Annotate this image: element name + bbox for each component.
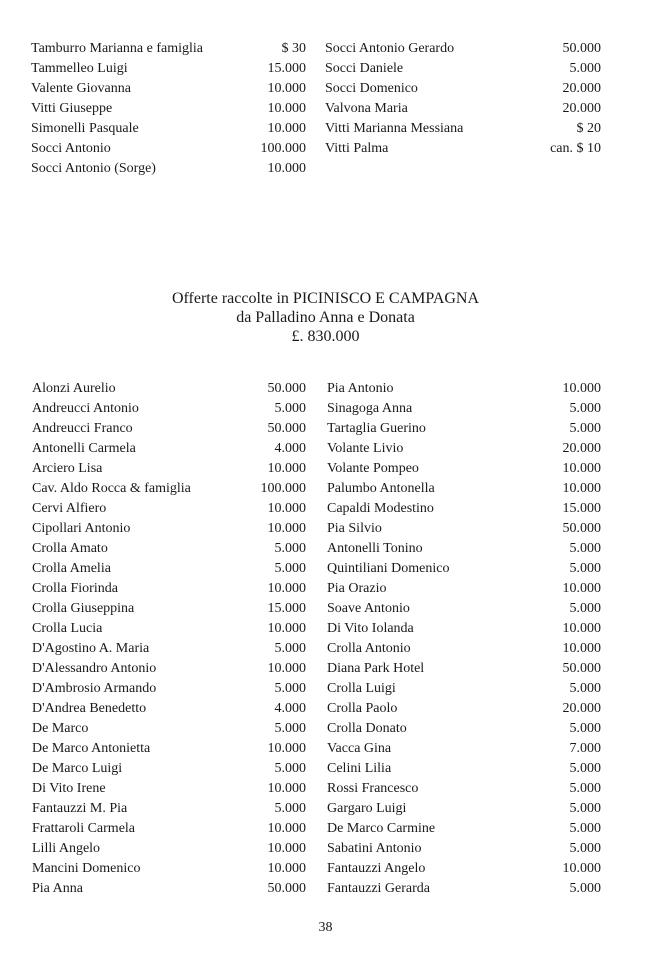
donation-amount: 5.000	[569, 541, 601, 556]
donor-row	[32, 819, 306, 839]
donation-amount: 5.000	[569, 841, 601, 856]
donor-row	[325, 119, 601, 139]
donor-name: Pia Silvio	[327, 521, 382, 536]
donation-amount: 5.000	[274, 801, 306, 816]
donor-name: Soave Antonio	[327, 601, 410, 616]
donation-amount: 50.000	[562, 661, 601, 676]
donor-row	[325, 139, 601, 159]
donor-row	[327, 699, 601, 719]
donor-name: Vitti Giuseppe	[31, 101, 113, 116]
donor-row	[327, 499, 601, 519]
donor-row	[327, 819, 601, 839]
donation-amount: 20.000	[562, 701, 601, 716]
donor-name: Crolla Antonio	[327, 641, 411, 656]
donation-amount: 50.000	[267, 381, 306, 396]
donor-name: Vitti Palma	[325, 141, 389, 156]
donor-name: Valente Giovanna	[31, 81, 131, 96]
donor-name: Tamburro Marianna e famiglia	[31, 41, 204, 56]
donation-amount: 5.000	[274, 541, 306, 556]
donor-row	[32, 439, 306, 459]
donor-name: Arciero Lisa	[32, 461, 103, 476]
donation-amount: 100.000	[260, 141, 306, 156]
donation-amount: 10.000	[267, 161, 306, 176]
donor-name: Antonelli Carmela	[32, 441, 136, 456]
donor-row	[325, 99, 601, 119]
donor-name: D'Agostino A. Maria	[32, 641, 150, 656]
donor-name: Cav. Aldo Rocca & famiglia	[32, 481, 191, 496]
donor-row	[327, 719, 601, 739]
donor-name: Tammelleo Luigi	[31, 61, 128, 76]
donation-amount: 10.000	[562, 621, 601, 636]
donation-amount: can. $ 10	[550, 141, 601, 156]
donation-amount: 10.000	[267, 741, 306, 756]
donor-row	[32, 879, 306, 899]
donor-row	[327, 399, 601, 419]
donor-row	[32, 619, 306, 639]
donation-amount: 15.000	[562, 501, 601, 516]
donation-amount: 10.000	[267, 581, 306, 596]
donor-name: Cervi Alfiero	[32, 501, 107, 516]
donor-row	[32, 759, 306, 779]
donor-name: Antonelli Tonino	[327, 541, 423, 556]
donor-row	[32, 799, 306, 819]
donation-amount: 5.000	[569, 801, 601, 816]
donor-name: Crolla Amelia	[32, 561, 111, 576]
donation-amount: 10.000	[267, 521, 306, 536]
donor-row	[32, 519, 306, 539]
heading-collectors: da Palladino Anna e Donata	[236, 309, 415, 326]
donor-row	[327, 879, 601, 899]
donor-name: Socci Domenico	[325, 81, 418, 96]
donation-amount: 10.000	[267, 861, 306, 876]
donor-row	[32, 859, 306, 879]
donation-amount: 50.000	[562, 521, 601, 536]
donation-amount: 7.000	[569, 741, 601, 756]
donor-row	[32, 699, 306, 719]
donation-amount: 50.000	[267, 421, 306, 436]
donor-row	[32, 839, 306, 859]
donor-row	[32, 659, 306, 679]
donor-row	[32, 599, 306, 619]
donor-name: Rossi Francesco	[327, 781, 419, 796]
donor-name: Socci Daniele	[325, 61, 404, 76]
donor-row	[327, 639, 601, 659]
donor-name: Socci Antonio	[31, 141, 111, 156]
donation-amount: 5.000	[569, 61, 601, 76]
donor-name: Crolla Amato	[32, 541, 108, 556]
donor-name: D'Alessandro Antonio	[32, 661, 157, 676]
donor-name: Socci Antonio Gerardo	[325, 41, 455, 56]
donor-row	[327, 659, 601, 679]
donor-name: Crolla Giuseppina	[32, 601, 135, 616]
donation-amount: 20.000	[562, 441, 601, 456]
donation-amount: 50.000	[267, 881, 306, 896]
donor-name: Crolla Lucia	[32, 621, 103, 636]
donation-amount: 10.000	[562, 641, 601, 656]
donor-list-left-column	[32, 379, 306, 899]
donor-name: Pia Anna	[32, 881, 83, 896]
donation-amount: 20.000	[562, 81, 601, 96]
donor-row	[32, 679, 306, 699]
donor-name: Fantauzzi Angelo	[327, 861, 426, 876]
donation-amount: 5.000	[274, 721, 306, 736]
donation-amount: 10.000	[267, 621, 306, 636]
heading-total: £. 830.000	[291, 328, 360, 345]
donor-name: Lilli Angelo	[32, 841, 101, 856]
donor-row	[32, 779, 306, 799]
donor-row	[327, 839, 601, 859]
donation-amount: 5.000	[274, 641, 306, 656]
donation-amount: 10.000	[267, 841, 306, 856]
donor-name: Andreucci Antonio	[32, 401, 139, 416]
donation-amount: 100.000	[260, 481, 306, 496]
donor-row	[327, 679, 601, 699]
donor-name: Volante Pompeo	[327, 461, 419, 476]
donation-amount: 5.000	[274, 561, 306, 576]
donor-row	[32, 399, 306, 419]
donor-row	[327, 739, 601, 759]
heading-title: Offerte raccolte in PICINISCO E CAMPAGNA	[171, 290, 480, 307]
top-list-left-column	[31, 39, 306, 179]
donor-name: Fantauzzi Gerarda	[327, 881, 430, 896]
donation-amount: 10.000	[267, 821, 306, 836]
donation-amount: 20.000	[562, 101, 601, 116]
donor-name: Fantauzzi M. Pia	[32, 801, 128, 816]
donor-row	[327, 419, 601, 439]
donor-name: De Marco Carmine	[327, 821, 436, 836]
donor-name: D'Andrea Benedetto	[32, 701, 147, 716]
donor-name: Valvona Maria	[325, 101, 408, 116]
donor-row	[32, 479, 306, 499]
donation-amount: 5.000	[274, 681, 306, 696]
donation-amount: 5.000	[569, 681, 601, 696]
donor-row	[32, 539, 306, 559]
donation-amount: 10.000	[562, 481, 601, 496]
donor-row	[327, 479, 601, 499]
donor-row	[327, 859, 601, 879]
donation-amount: 10.000	[562, 381, 601, 396]
donation-amount: 5.000	[569, 561, 601, 576]
donor-name: Tartaglia Guerino	[327, 421, 426, 436]
donor-row	[327, 619, 601, 639]
donation-amount: 5.000	[569, 881, 601, 896]
donor-name: Quintiliani Domenico	[327, 561, 450, 576]
donor-row	[31, 59, 306, 79]
donation-amount: 5.000	[569, 401, 601, 416]
donor-row	[325, 39, 601, 59]
donor-row	[327, 799, 601, 819]
donor-name: Crolla Luigi	[327, 681, 396, 696]
donation-amount: 10.000	[562, 461, 601, 476]
donor-row	[327, 459, 601, 479]
donor-row	[32, 499, 306, 519]
donation-amount: 10.000	[562, 581, 601, 596]
donor-name: Socci Antonio (Sorge)	[31, 161, 156, 176]
donor-name: Sabatini Antonio	[327, 841, 422, 856]
donor-row	[31, 139, 306, 159]
donation-amount: 5.000	[274, 761, 306, 776]
donation-amount: 10.000	[267, 101, 306, 116]
donor-row	[32, 559, 306, 579]
donor-name: De Marco Luigi	[32, 761, 123, 776]
donor-name: Frattaroli Carmela	[32, 821, 136, 836]
donor-name: Simonelli Pasquale	[31, 121, 139, 136]
donation-amount: 5.000	[569, 821, 601, 836]
donation-amount: 5.000	[569, 601, 601, 616]
donation-amount: 5.000	[569, 421, 601, 436]
donor-row	[32, 419, 306, 439]
donor-row	[32, 579, 306, 599]
donor-name: Alonzi Aurelio	[32, 381, 116, 396]
donor-row	[327, 759, 601, 779]
donor-list-right-column	[327, 379, 601, 899]
donor-name: Crolla Fiorinda	[32, 581, 118, 596]
donation-amount: 4.000	[274, 701, 306, 716]
donation-amount: 10.000	[562, 861, 601, 876]
donation-amount: 50.000	[562, 41, 601, 56]
donation-amount: $ 20	[576, 121, 601, 136]
donor-row	[32, 459, 306, 479]
donor-name: Andreucci Franco	[32, 421, 133, 436]
donor-name: Di Vito Iolanda	[327, 621, 414, 636]
donor-row	[327, 439, 601, 459]
donation-amount: $ 30	[281, 41, 306, 56]
donor-row	[31, 39, 306, 59]
donor-name: Capaldi Modestino	[327, 501, 434, 516]
donor-name: Gargaro Luigi	[327, 801, 407, 816]
donor-row	[32, 719, 306, 739]
section-heading	[0, 289, 651, 346]
donor-row	[31, 159, 306, 179]
donor-name: Pia Orazio	[327, 581, 387, 596]
donor-name: Sinagoga Anna	[327, 401, 413, 416]
donor-name: Cipollari Antonio	[32, 521, 131, 536]
donor-name: De Marco	[32, 721, 89, 736]
donor-name: Crolla Paolo	[327, 701, 398, 716]
donation-amount: 5.000	[569, 781, 601, 796]
donor-row	[327, 539, 601, 559]
donation-amount: 10.000	[267, 121, 306, 136]
donor-name: Di Vito Irene	[32, 781, 106, 796]
donor-row	[31, 99, 306, 119]
donation-amount: 15.000	[267, 61, 306, 76]
donation-amount: 5.000	[569, 761, 601, 776]
donor-row	[32, 379, 306, 399]
donor-row	[32, 639, 306, 659]
page-number: 38	[318, 920, 333, 935]
donor-name: Diana Park Hotel	[327, 661, 425, 676]
donor-name: Pia Antonio	[327, 381, 394, 396]
donor-name: D'Ambrosio Armando	[32, 681, 157, 696]
donor-name: Palumbo Antonella	[327, 481, 435, 496]
donation-amount: 4.000	[274, 441, 306, 456]
donor-name: Vitti Marianna Messiana	[325, 121, 464, 136]
donor-row	[32, 739, 306, 759]
donation-amount: 10.000	[267, 81, 306, 96]
donor-row	[327, 579, 601, 599]
donor-name: Mancini Domenico	[32, 861, 141, 876]
donor-name: Celini Lilia	[327, 761, 392, 776]
donor-name: Crolla Donato	[327, 721, 407, 736]
donation-amount: 10.000	[267, 461, 306, 476]
donor-name: Vacca Gina	[327, 741, 392, 756]
donor-row	[327, 379, 601, 399]
donor-row	[327, 779, 601, 799]
donation-amount: 10.000	[267, 501, 306, 516]
donor-name: Volante Livio	[327, 441, 404, 456]
donor-row	[31, 119, 306, 139]
top-list-right-column	[325, 39, 601, 159]
donation-amount: 15.000	[267, 601, 306, 616]
donor-row	[325, 79, 601, 99]
donor-name: De Marco Antonietta	[32, 741, 151, 756]
donor-row	[327, 599, 601, 619]
donor-row	[31, 79, 306, 99]
donation-amount: 10.000	[267, 781, 306, 796]
donor-row	[327, 559, 601, 579]
donor-row	[327, 519, 601, 539]
donation-amount: 5.000	[569, 721, 601, 736]
donor-row	[325, 59, 601, 79]
donation-amount: 5.000	[274, 401, 306, 416]
donation-amount: 10.000	[267, 661, 306, 676]
